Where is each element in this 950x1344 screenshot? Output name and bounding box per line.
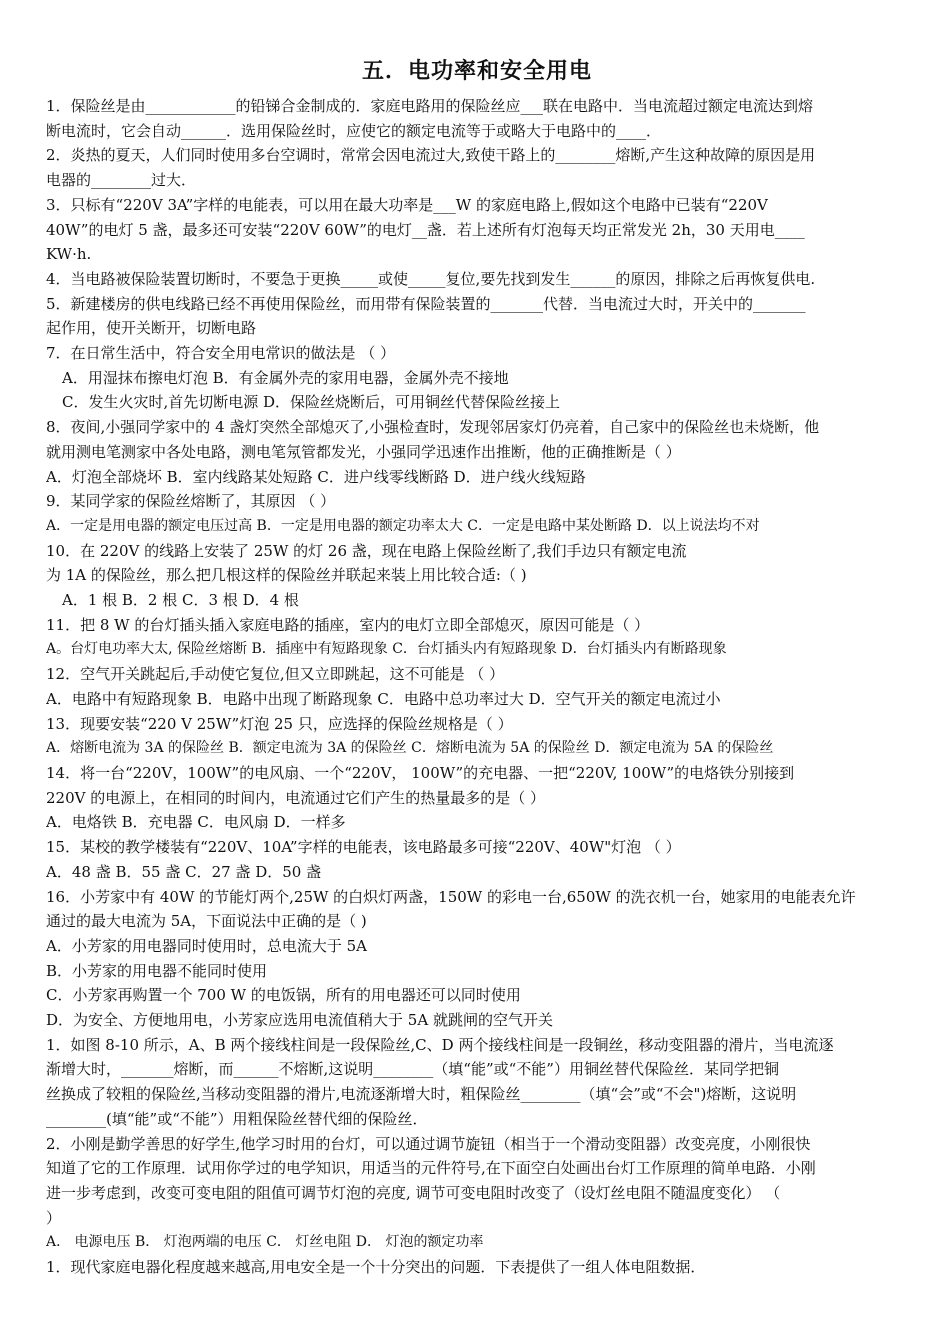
q5-line-2: 起作用，使开关断开，切断电路 bbox=[46, 319, 257, 338]
q11-options: A。台灯电功率大太, 保险丝熔断 B．插座中有短路现象 C．台灯插头内有短路现象 D．台灯插头内有断路现象 bbox=[46, 641, 727, 658]
q14-line-1: 14．将一台“220V，100W”的电风扇、一个“220V， 100W”的充电器、一把“220V, 100W”的电烙铁分别接到 bbox=[46, 763, 795, 782]
q11-stem: 11．把 8 W 的台灯插头插入家庭电路的插座，室内的电灯立即全部熄灭，原因可能是（ ） bbox=[46, 615, 650, 634]
q7-stem: 7．在日常生活中，符合安全用电常识的做法是 （ ） bbox=[46, 344, 396, 363]
q16-line-2: 通过的最大电流为 5A，下面说法中正确的是（ ) bbox=[46, 912, 367, 931]
q16-option-d: D．为安全、方便地用电，小芳家应选用电流值稍大于 5A 就跳闸的空气开关 bbox=[46, 1011, 553, 1030]
q2-line-2: 电器的________过大． bbox=[46, 171, 197, 190]
q3-line-2: 40W”的电灯 5 盏，最多还可安装“220V 60W”的电灯__盏．若上述所有灯泡每天均正常发光 2h，30 天用电____ bbox=[46, 220, 805, 239]
exp2-line-1: 2．小刚是勤学善思的好学生,他学习时用的台灯，可以通过调节旋钮（相当于一个滑动变阻器）改变亮度，小刚很快 bbox=[46, 1134, 811, 1153]
q15-options: A．48 盏 B．55 盏 C．27 盏 D．50 盏 bbox=[46, 862, 322, 881]
q16-option-b: B．小芳家的用电器不能同时使用 bbox=[46, 961, 268, 980]
exp2-line-3: 进一步考虑到，改变可变电阻的阻值可调节灯泡的亮度, 调节可变电阻时改变了（设灯丝电阻不随温度变化） （ bbox=[46, 1183, 781, 1202]
q14-line-2: 220V 的电源上，在相同的时间内，电流通过它们产生的热量最多的是（ ） bbox=[46, 788, 546, 807]
q3-line-3: KW·h. bbox=[46, 245, 92, 264]
exp2-line-4: ） bbox=[46, 1208, 62, 1227]
q10-line-1: 10．在 220V 的线路上安装了 25W 的灯 26 盏，现在电路上保险丝断了,我们手边只有额定电流 bbox=[46, 541, 687, 560]
last-question: 1．现代家庭电器化程度越来越高,用电安全是一个十分突出的问题．下表提供了一组人体电阻数据． bbox=[46, 1258, 706, 1277]
q7-options-cd: C．发生火灾时,首先切断电源 D．保险丝烧断后，可用铜丝代替保险丝接上 bbox=[62, 393, 561, 412]
exp2-line-2: 知道了它的工作原理．试用你学过的电学知识，用适当的元件符号,在下面空白处画出台灯工作原理的简单电路．小刚 bbox=[46, 1159, 816, 1178]
q8-options: A．灯泡全部烧坏 B．室内线路某处短路 C．进户线零线断路 D．进户线火线短路 bbox=[46, 467, 586, 486]
q10-options: A．1 根 B．2 根 C．3 根 D．4 根 bbox=[62, 591, 299, 610]
q1-line-2: 断电流时，它会自动______．选用保险丝时，应使它的额定电流等于或略大于电路中的____． bbox=[46, 121, 662, 140]
q8-line-2: 就用测电笔测家中各处电路，测电笔氖管都发光，小强同学迅速作出推断，他的正确推断是（ ） bbox=[46, 442, 681, 461]
q9-stem: 9．某同学家的保险丝熔断了，其原因 （ ） bbox=[46, 492, 336, 511]
q2-line-1: 2．炎热的夏天，人们同时使用多台空调时，常常会因电流过大,致使干路上的________熔断,产生这种故障的原因是用 bbox=[46, 146, 816, 165]
q12-stem: 12．空气开关跳起后,手动使它复位,但又立即跳起，这不可能是 （ ） bbox=[46, 665, 505, 684]
document-page bbox=[46, 52, 908, 1280]
q3-line-1: 3．只标有“220V 3A”字样的电能表，可以用在最大功率是___W 的家庭电路上,假如这个电路中已装有“220V bbox=[46, 195, 768, 214]
q15-stem: 15．某校的教学楼装有“220V、10A”字样的电能表，该电路最多可接“220V、40W"灯泡 （ ） bbox=[46, 838, 681, 857]
q13-stem: 13．现要安装“220 V 25W”灯泡 25 只，应选择的保险丝规格是（ ） bbox=[46, 714, 513, 733]
exp1-line-1: 1．如图 8-10 所示，A、B 两个接线柱间是一段保险丝,C、D 两个接线柱间是一段铜丝，移动变阻器的滑片，当电流逐 bbox=[46, 1035, 834, 1054]
exp1-line-4: ________(填“能”或“不能”）用粗保险丝替代细的保险丝． bbox=[46, 1109, 428, 1128]
exp1-line-2: 渐增大时，_______熔断，而______不熔断,这说明________（填“能”或“不能”）用铜丝替代保险丝．某同学把铜 bbox=[46, 1060, 779, 1079]
q12-options: A．电路中有短路现象 B．电路中出现了断路现象 C．电路中总功率过大 D．空气开关的额定电流过小 bbox=[46, 689, 721, 708]
q16-option-c: C．小芳家再购置一个 700 W 的电饭锅，所有的用电器还可以同时使用 bbox=[46, 986, 521, 1005]
q16-line-1: 16．小芳家中有 40W 的节能灯两个,25W 的白炽灯两盏，150W 的彩电一台,650W 的洗衣机一台，她家用的电能表允许 bbox=[46, 887, 856, 906]
q1-line-1: 1．保险丝是由____________的铅锑合金制成的．家庭电路用的保险丝应___联在电路中．当电流超过额定电流达到熔 bbox=[46, 97, 814, 115]
q8-line-1: 8．夜间,小强同学家中的 4 盏灯突然全部熄灭了,小强检查时，发现邻居家灯仍亮着，自己家中的保险丝也未烧断，他 bbox=[46, 418, 820, 437]
q14-options: A．电烙铁 B．充电器 C．电风扇 D．一样多 bbox=[46, 813, 346, 832]
q5-line-1: 5．新建楼房的供电线路已经不再使用保险丝，而用带有保险装置的_______代替．当电流过大时，开关中的_______ bbox=[46, 294, 806, 313]
exp2-options: A． 电源电压 B． 灯泡两端的电压 C． 灯丝电阻 D． 灯泡的额定功率 bbox=[46, 1234, 484, 1251]
q13-options: A．熔断电流为 3A 的保险丝 B．额定电流为 3A 的保险丝 C．熔断电流为 5A 的保险丝 D．额定电流为 5A 的保险丝 bbox=[46, 740, 774, 757]
q7-options-ab: A．用湿抹布擦电灯泡 B．有金属外壳的家用电器，金属外壳不接地 bbox=[62, 368, 509, 387]
q10-line-2: 为 1A 的保险丝，那么把几根这样的保险丝并联起来装上用比较合适:（ ) bbox=[46, 566, 527, 585]
q9-options: A．一定是用电器的额定电压过高 B．一定是用电器的额定功率太大 C．一定是电路中某处断路 D．以上说法均不对 bbox=[46, 517, 760, 534]
page-title: 五．电功率和安全用电 bbox=[361, 59, 592, 84]
q4-line-1: 4．当电路被保险装置切断时，不要急于更换_____或使_____复位,要先找到发生______的原因，排除之后再恢复供电. bbox=[46, 269, 816, 288]
exp1-line-3: 丝换成了较粗的保险丝,当移动变阻器的滑片,电流逐渐增大时，粗保险丝________（填“会”或“不会")熔断，这说明 bbox=[46, 1085, 797, 1104]
q16-option-a: A．小芳家的用电器同时使用时，总电流大于 5A bbox=[46, 936, 367, 955]
